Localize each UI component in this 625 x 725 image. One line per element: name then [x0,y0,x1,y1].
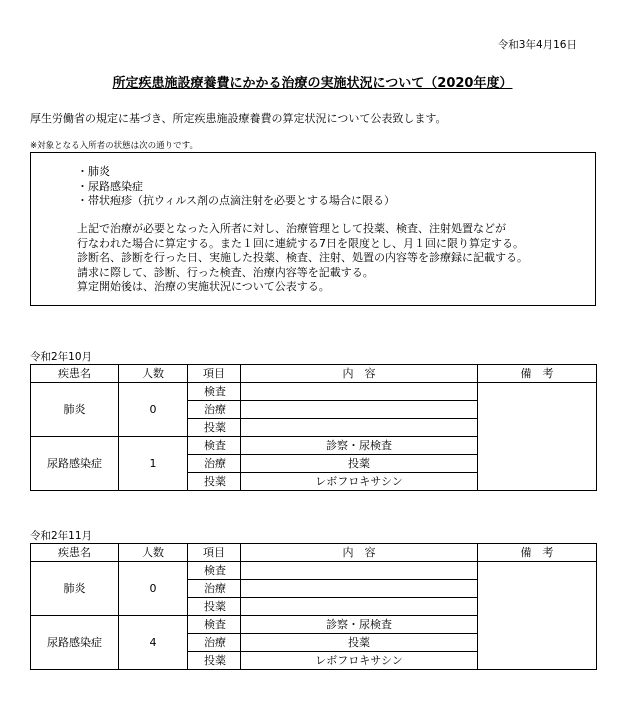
note-text: ※対象となる入所者の状態は次の通りです。 [30,141,198,151]
item-cell: 治療 [188,455,241,473]
content-cell: レボフロキサシン [241,652,478,670]
item-cell: 治療 [188,580,241,598]
explanation-line: 上記で治療が必要となった入所者に対し、治療管理として投薬、検査、注射処置などが [77,222,506,235]
treatment-table [30,364,597,491]
count-cell: 0 [119,383,188,437]
report-date: 令和3年4月16日 [497,39,577,51]
header-disease: 疾患名 [31,544,119,562]
period-label: 令和2年10月 [30,351,93,363]
content-cell [241,401,478,419]
explanation-line: 診断名、診断を行った日、実施した投薬、検査、注射、処置の内容等を診療録に記載する。 [77,251,528,265]
table-row [31,562,597,580]
count-cell: 1 [119,437,188,491]
header-disease: 疾患名 [31,365,119,383]
header-remarks: 備 考 [478,544,597,562]
remarks-cell [478,562,597,670]
count-cell: 4 [119,616,188,670]
intro-text: 厚生労働省の規定に基づき、所定疾患施設療養費の算定状況について公表致します。 [30,112,447,125]
content-cell: 診察・尿検査 [241,437,478,455]
conditions-box [30,152,596,306]
header-content: 内 容 [241,544,478,562]
explanation-line: 算定開始後は、治療の実施状況について公表する。 [77,280,330,294]
header-item: 項目 [188,544,241,562]
header-count: 人数 [119,365,188,383]
condition-item: ・肺炎 [77,165,110,178]
table-header-row [31,365,597,383]
header-item: 項目 [188,365,241,383]
treatment-table [30,543,597,670]
content-cell [241,562,478,580]
page-title: 所定疾患施設療養費にかかる治療の実施状況について（2020年度） [112,76,513,91]
remarks-cell [478,383,597,491]
content-cell: 診察・尿検査 [241,616,478,634]
item-cell: 投薬 [188,598,241,616]
disease-cell: 肺炎 [31,383,119,437]
item-cell: 投薬 [188,652,241,670]
table-header-row [31,544,597,562]
content-cell [241,580,478,598]
header-remarks: 備 考 [478,365,597,383]
item-cell: 投薬 [188,473,241,491]
content-cell [241,598,478,616]
header-content: 内 容 [241,365,478,383]
item-cell: 検査 [188,437,241,455]
explanation-line: 行なわれた場合に算定する。また１回に連続する7日を限度とし、月１回に限り算定する。 [77,236,524,250]
disease-cell: 尿路感染症 [31,616,119,670]
disease-cell: 尿路感染症 [31,437,119,491]
item-cell: 投薬 [188,419,241,437]
item-cell: 検査 [188,383,241,401]
condition-item: ・尿路感染症 [77,179,143,193]
content-cell: 投薬 [241,634,478,652]
disease-cell: 肺炎 [31,562,119,616]
count-cell: 0 [119,562,188,616]
conditions-list [77,165,395,209]
explanation-line: 請求に際して、診断、行った検査、治療内容等を記載する。 [77,265,374,279]
item-cell: 検査 [188,562,241,580]
content-cell: 投薬 [241,455,478,473]
content-cell [241,383,478,401]
item-cell: 検査 [188,616,241,634]
condition-item: ・帯状疱疹（抗ウィルス剤の点滴注射を必要とする場合に限る） [77,194,396,208]
content-cell [241,419,478,437]
content-cell: レボフロキサシン [241,473,478,491]
item-cell: 治療 [188,401,241,419]
period-label: 令和2年11月 [30,530,93,542]
header-count: 人数 [119,544,188,562]
item-cell: 治療 [188,634,241,652]
table-row [31,383,597,401]
explanation-text [77,222,592,295]
